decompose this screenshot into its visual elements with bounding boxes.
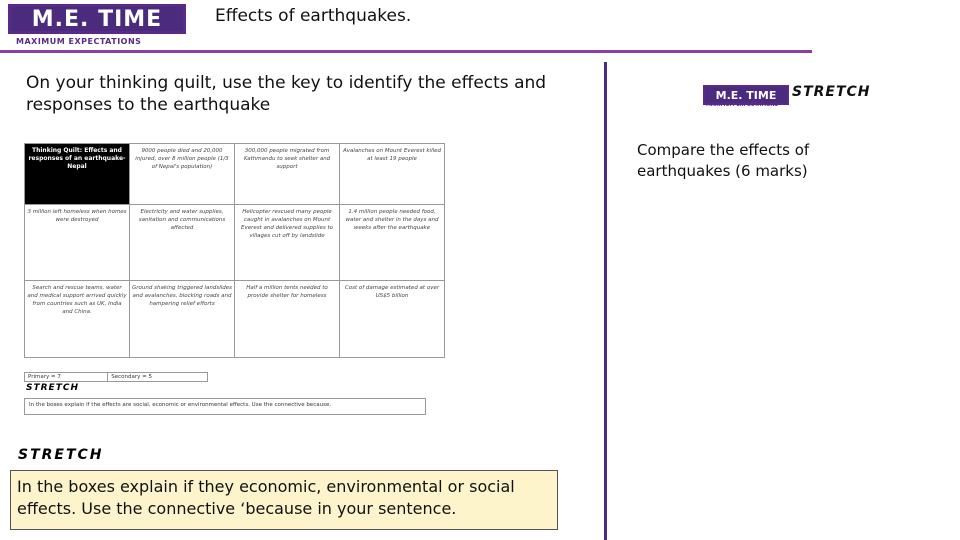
quilt-cell: Avalanches on Mount Everest killed at least 19 people	[340, 144, 445, 205]
logo-subtitle: MAXIMUM EXPECTATIONS	[16, 37, 142, 46]
title-divider	[0, 50, 812, 53]
table-row	[25, 204, 445, 281]
thinking-quilt-table	[24, 143, 445, 358]
stretch-label: STRETCH	[18, 447, 104, 463]
quilt-cell: Ground shaking triggered landslides and avalanches, blocking roads and hampering relief efforts	[130, 281, 235, 358]
compare-prompt: Compare the effects of earthquakes (6 marks)	[637, 141, 810, 180]
instruction-text: On your thinking quilt, use the key to identify the effects and responses to the earthquake	[26, 73, 547, 115]
quilt-cell: 9000 people died and 20,000 injured, over 8 million people (1/3 of Nepal's population)	[130, 144, 235, 205]
quilt-cell: 300,000 people migrated from Kathmandu to seek shelter and support	[235, 144, 340, 205]
table-row	[25, 144, 445, 205]
right-stretch-label: STRETCH	[792, 84, 871, 100]
quilt-cell: Search and rescue teams, water and medical support arrived quickly from countries such as UK, India and China.	[25, 281, 130, 358]
quilt-key-table	[24, 372, 208, 382]
logo-box	[8, 4, 186, 34]
quilt-cell: Cost of damage estimated at over US$5 billion	[340, 281, 445, 358]
stretch-instruction-box: In the boxes explain if they economic, environmental or social effects. Use the connective ‘because in your sentence.	[10, 470, 558, 530]
quilt-cell: 1.4 million people needed food, water and shelter in the days and weeks after the earthquake	[340, 204, 445, 281]
quilt-cell: Thinking Quilt: Effects and responses of an earthquake- Nepal	[25, 144, 130, 205]
quilt-stretch-label: STRETCH	[26, 383, 79, 393]
logo-text: M.E. TIME	[31, 6, 163, 32]
key-primary: Primary = 7	[25, 373, 108, 382]
quilt-stretch-instruction: In the boxes explain if the effects are social, economic or environmental effects. Use the connective because.	[24, 398, 426, 415]
quilt-cell: Helicopter rescued many people caught in avalanches on Mount Everest and delivered supplies to villages cut off by landslide	[235, 204, 340, 281]
quilt-cell: Electricity and water supplies, sanitation and communications affected	[130, 204, 235, 281]
right-logo-text: M.E. TIME	[715, 88, 777, 102]
table-row	[25, 281, 445, 358]
me-time-logo	[8, 4, 188, 48]
quilt-cell: 3 million left homeless when homes were destroyed	[25, 204, 130, 281]
quilt-cell: Half a million tents needed to provide shelter for homeless	[235, 281, 340, 358]
page-title: Effects of earthquakes.	[215, 6, 412, 26]
key-secondary: Secondary = 5	[108, 373, 208, 382]
right-logo-subtitle: MAXIMUM EXPECTATIONS	[706, 102, 779, 108]
vertical-divider	[604, 62, 607, 540]
